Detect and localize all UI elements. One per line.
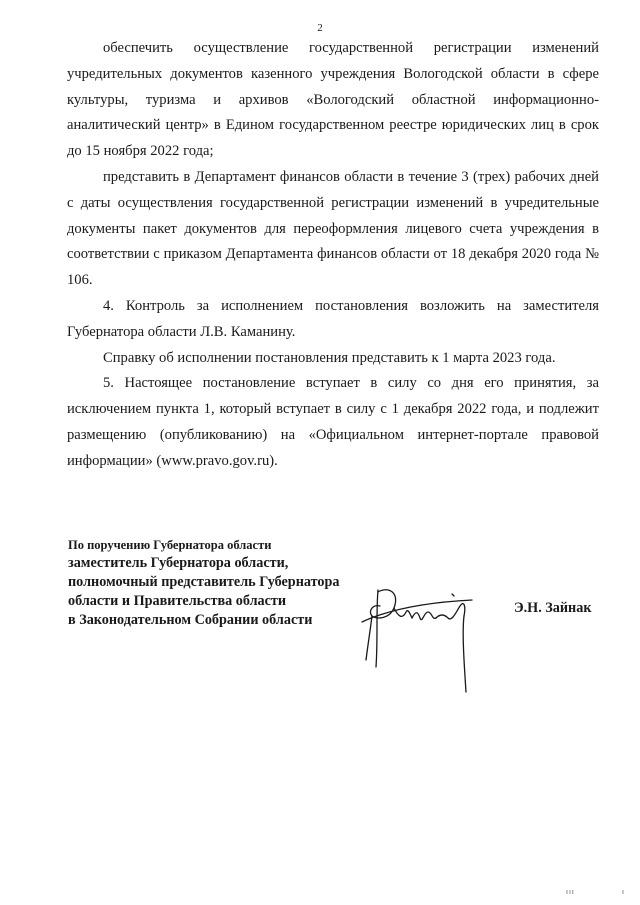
paragraph-report: Справку об исполнении постановления представить к 1 марта 2023 года. xyxy=(103,349,556,366)
footer-tick: ı xyxy=(622,888,624,896)
on-behalf-line: По поручению Губернатора области xyxy=(68,538,272,552)
document-body xyxy=(67,36,599,475)
position-line: полномочный представитель Губернатора xyxy=(68,574,340,590)
signature-block xyxy=(68,536,339,630)
handwritten-signature xyxy=(352,582,482,702)
paragraph-control: 4. Контроль за исполнением постановления возложить на заместителя Губернатора области Л.В. Каманину. xyxy=(67,297,599,340)
position-line: области и Правительства области xyxy=(68,593,287,609)
position-line: в Законодательном Собрании области xyxy=(68,612,313,628)
paragraph-effective-date: 5. Настоящее постановление вступает в силу со дня его принятия, за исключением пункта 1, который вступает в силу с 1 декабря 2022 года, и подлежит размещению (опубликованию) на «Официальном интернет-портале правовой информации» (www.pravo.gov.ru). xyxy=(67,375,599,469)
page-number: 2 xyxy=(317,22,323,34)
footer-marks: ııı xyxy=(566,888,575,896)
position-line: заместитель Губернатора области, xyxy=(68,555,289,571)
paragraph-finance-department: представить в Департамент финансов области в течение 3 (трех) рабочих дней с даты осуществления государственной регистрации изменений в учредительные документы пакет документов для переоформления лицевого счета учреждения в соответствии с приказом Департамента финансов области от 18 декабря 2020 года № 106. xyxy=(67,168,599,289)
signer-name: Э.Н. Зайнак xyxy=(514,600,592,616)
paragraph-registration: обеспечить осуществление государственной регистрации изменений учредительных документов казенного учреждения Вологодской области в сфере культуры, туризма и архивов «Вологодский областной информационно-аналитический центр» в Едином государственном реестре юридических лиц в срок до 15 ноября 2022 года; xyxy=(67,40,599,160)
